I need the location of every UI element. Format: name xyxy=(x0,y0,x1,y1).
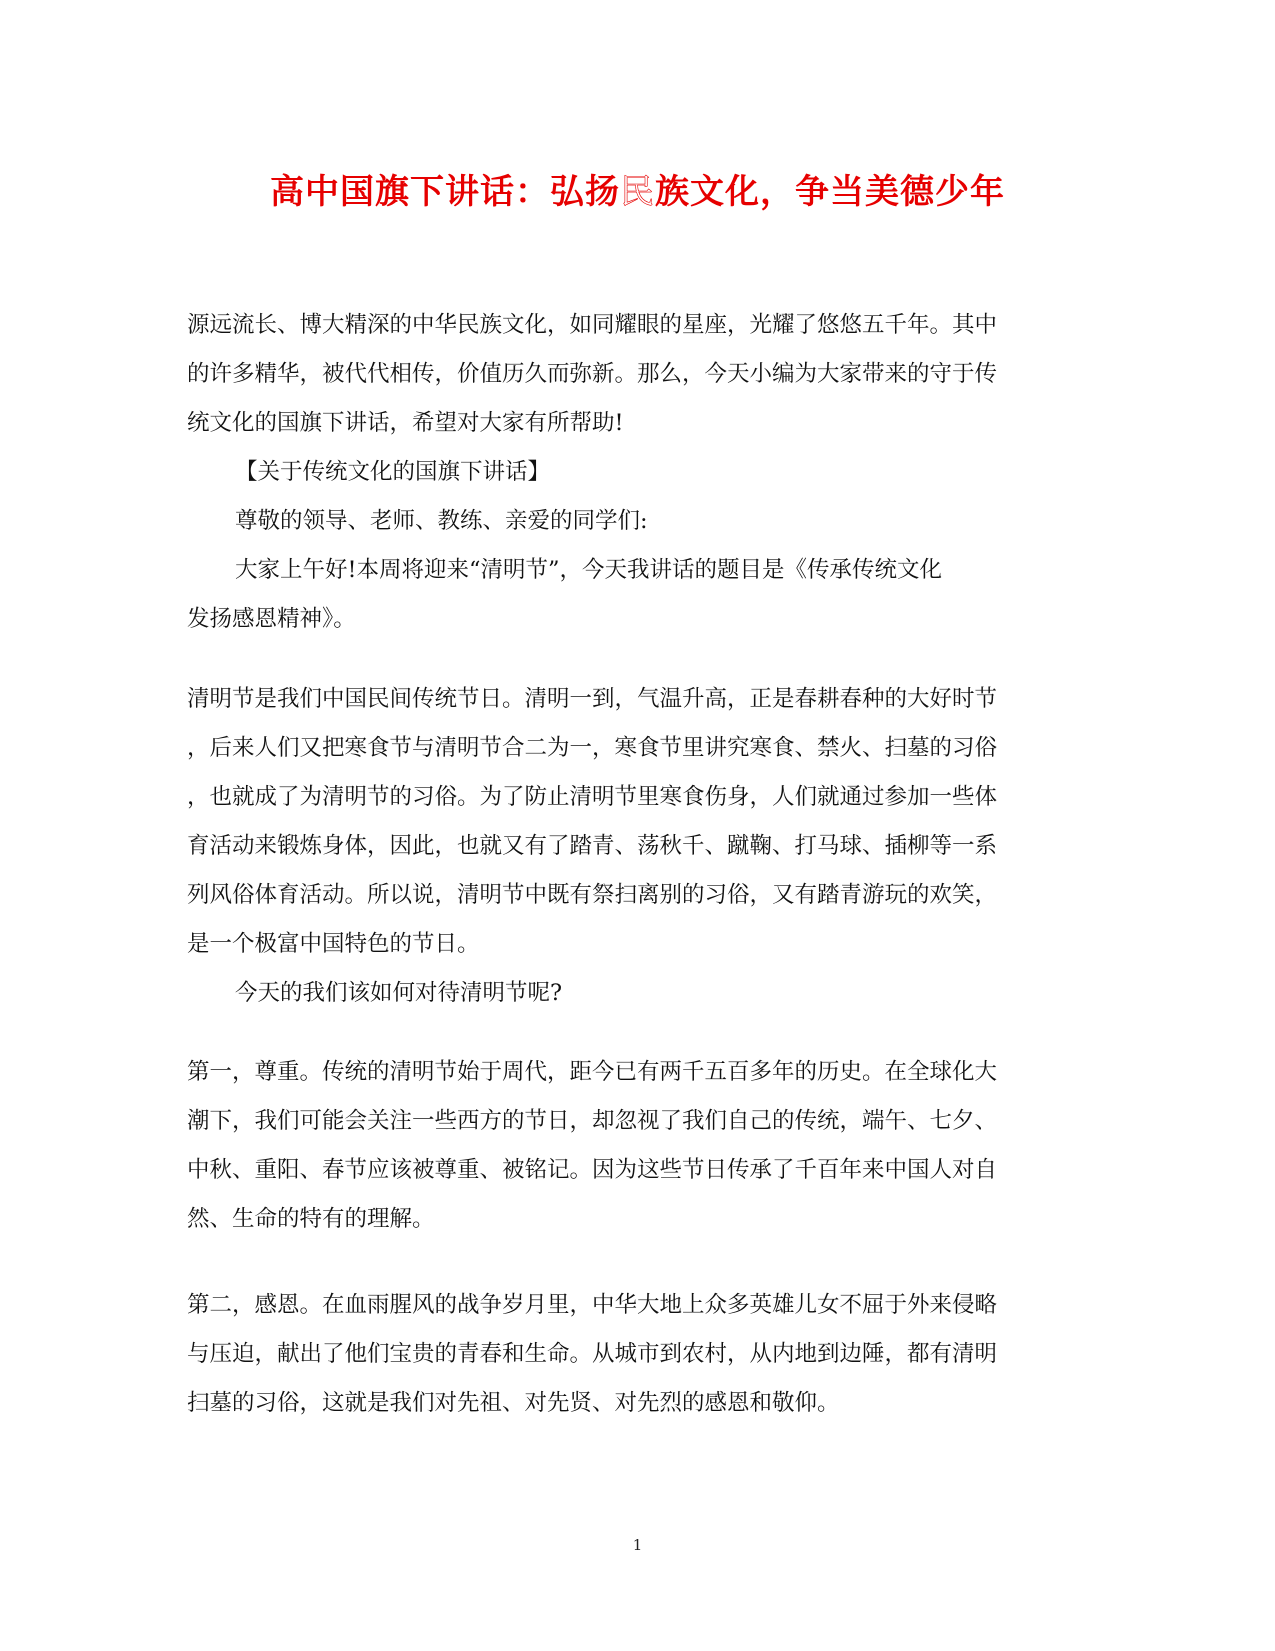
paragraph-salutation: 尊敬的领导、老师、教练、亲爱的同学们: xyxy=(235,508,648,534)
paragraph-respect xyxy=(187,1048,1087,1244)
text-line: 列风俗体育活动。所以说，清明节中既有祭扫离别的习俗，又有踏青游玩的欢笑， xyxy=(187,882,998,908)
text-line: 是一个极富中国特色的节日。 xyxy=(187,931,480,957)
title-part-2: 族文化，争当美德少年 xyxy=(655,172,1005,212)
page-title xyxy=(0,170,1275,214)
paragraph-question: 今天的我们该如何对待清明节呢? xyxy=(235,980,563,1006)
body-block-2 xyxy=(187,675,1087,1018)
paragraph-intro xyxy=(187,301,1087,448)
title-part-1: 高中国旗下讲话：弘扬 xyxy=(270,172,620,212)
paragraph-qingming xyxy=(187,675,1087,969)
paragraph-greeting xyxy=(187,546,1087,644)
text-line: 发扬感恩精神》。 xyxy=(187,606,356,632)
text-line: 第一，尊重。传统的清明节始于周代，距今已有两千五百多年的历史。在全球化大 xyxy=(187,1059,998,1085)
text-line: 的许多精华，被代代相传，价值历久而弥新。那么，今天小编为大家带来的守于传 xyxy=(187,361,998,387)
page-number: 1 xyxy=(632,1536,643,1554)
paragraph-heading: 【关于传统文化的国旗下讲话】 xyxy=(235,459,551,485)
text-line: ，也就成了为清明节的习俗。为了防止清明节里寒食伤身，人们就通过参加一些体 xyxy=(187,784,998,810)
text-line: 潮下，我们可能会关注一些西方的节日，却忽视了我们自己的传统，端午、七夕、 xyxy=(187,1108,998,1134)
text-line: 与压迫，献出了他们宝贵的青春和生命。从城市到农村，从内地到边陲，都有清明 xyxy=(187,1341,998,1367)
text-line: ，后来人们又把寒食节与清明节合二为一，寒食节里讲究寒食、禁火、扫墓的习俗 xyxy=(187,735,998,761)
body-block-4 xyxy=(187,1281,1087,1428)
text-line: 扫墓的习俗，这就是我们对先祖、对先贤、对先烈的感恩和敬仰。 xyxy=(187,1390,840,1416)
text-line: 清明节是我们中国民间传统节日。清明一到，气温升高，正是春耕春种的大好时节 xyxy=(187,686,998,712)
text-line: 源远流长、博大精深的中华民族文化，如同耀眼的星座，光耀了悠悠五千年。其中 xyxy=(187,312,998,338)
title-highlight-char: 民 xyxy=(620,172,655,212)
body-block-1 xyxy=(187,301,1087,644)
text-line: 中秋、重阳、春节应该被尊重、被铭记。因为这些节日传承了千百年来中国人对自 xyxy=(187,1157,998,1183)
text-line: 育活动来锻炼身体，因此，也就又有了踏青、荡秋千、蹴鞠、打马球、插柳等一系 xyxy=(187,833,998,859)
paragraph-gratitude xyxy=(187,1281,1087,1428)
text-line: 大家上午好!本周将迎来“清明节”，今天我讲话的题目是《传承传统文化 xyxy=(235,557,943,583)
text-line: 然、生命的特有的理解。 xyxy=(187,1206,435,1232)
text-line: 第二，感恩。在血雨腥风的战争岁月里，中华大地上众多英雄儿女不屈于外来侵略 xyxy=(187,1292,998,1318)
text-line: 统文化的国旗下讲话，希望对大家有所帮助! xyxy=(187,410,624,436)
body-block-3 xyxy=(187,1048,1087,1244)
